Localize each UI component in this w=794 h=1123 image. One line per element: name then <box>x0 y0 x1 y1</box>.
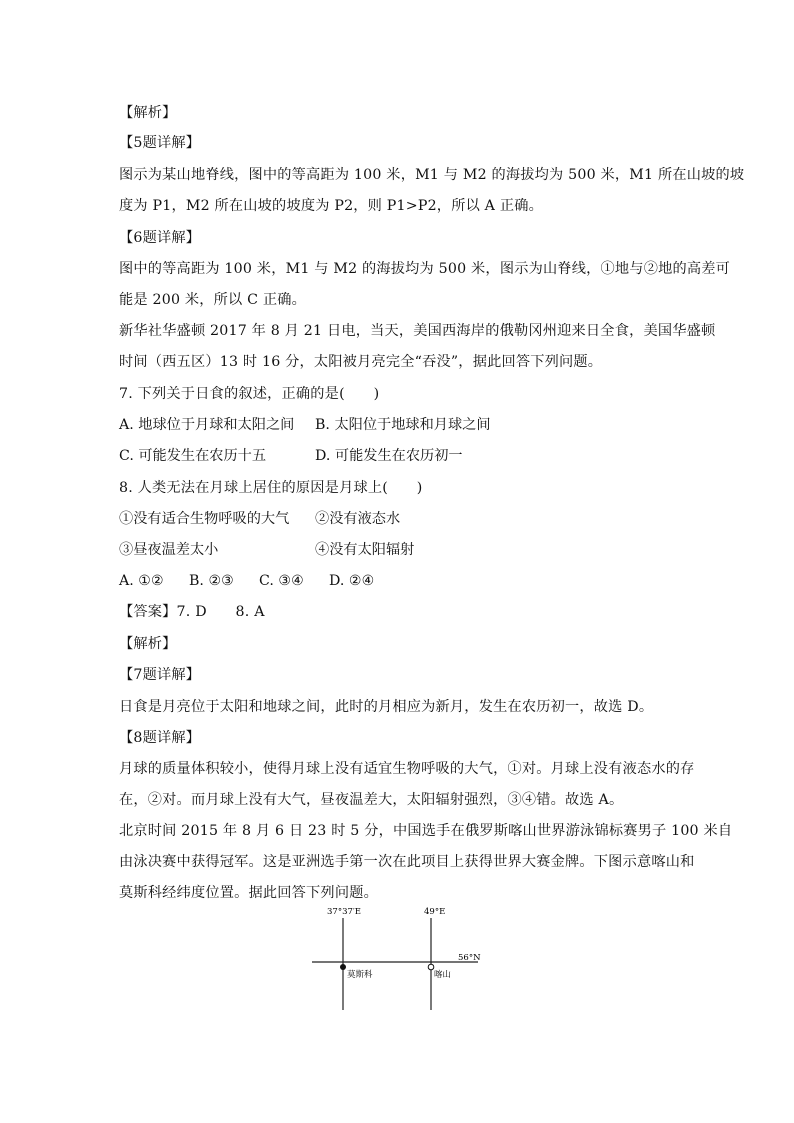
q8-choice-d: D. ②④ <box>329 573 375 589</box>
moscow-marker <box>340 964 346 970</box>
q8-choice-b: B. ②③ <box>189 573 234 589</box>
text-line: 在，②对。而月球上没有大气，昼夜温差大，太阳辐射强烈，③④错。故选 A。 <box>119 792 624 808</box>
text-line: 能是 200 米，所以 C 正确。 <box>119 292 307 308</box>
heading-q7-detail: 【7题详解】 <box>119 667 201 683</box>
q8-item-3: ③昼夜温差太小 <box>119 542 219 558</box>
question-7-stem: 7. 下列关于日食的叙述，正确的是( ) <box>119 386 380 402</box>
text-line: 时间（西五区）13 时 16 分，太阳被月亮完全“吞没”，据此回答下列问题。 <box>119 354 603 370</box>
lat-lon-map-figure <box>300 900 500 1015</box>
q8-item-2: ②没有液态水 <box>315 511 401 527</box>
heading-q8-detail: 【8题详解】 <box>119 730 201 746</box>
text-line: 由泳决赛中获得冠军。这是亚洲选手第一次在此项目上获得世界大赛金牌。下图示意喀山和 <box>119 854 695 870</box>
q7-option-b: B. 太阳位于地球和月球之间 <box>315 417 491 433</box>
q8-choice-c: C. ③④ <box>259 573 304 589</box>
q7-option-d: D. 可能发生在农历初一 <box>315 448 463 464</box>
q8-item-4: ④没有太阳辐射 <box>315 542 415 558</box>
text-line: 莫斯科经纬度位置。据此回答下列问题。 <box>119 885 378 901</box>
section-heading-analysis: 【解析】 <box>119 636 177 652</box>
kazan-marker <box>428 964 434 970</box>
text-line: 度为 P1，M2 所在山坡的坡度为 P2，则 P1>P2，所以 A 正确。 <box>119 198 543 214</box>
text-line: 新华社华盛顿 2017 年 8 月 21 日电，当天，美国西海岸的俄勒冈州迎来日全食，美国华盛顿 <box>119 323 716 339</box>
moscow-label: 莫斯科 <box>347 970 373 980</box>
text-line: 北京时间 2015 年 8 月 6 日 23 时 5 分，中国选手在俄罗斯喀山世界游泳锦标赛男子 100 米自 <box>119 823 733 839</box>
latitude-label: 56°N <box>458 953 481 963</box>
q8-item-1: ①没有适合生物呼吸的大气 <box>119 511 290 527</box>
q7-option-a: A. 地球位于月球和太阳之间 <box>119 417 295 433</box>
heading-q6-detail: 【6题详解】 <box>119 230 201 246</box>
q7-option-c: C. 可能发生在农历十五 <box>119 448 267 464</box>
text-line: 图中的等高距为 100 米，M1 与 M2 的海拔均为 500 米，图示为山脊线，①地与②地的高差可 <box>119 261 731 277</box>
text-line: 图示为某山地脊线，图中的等高距为 100 米，M1 与 M2 的海拔均为 500 米，M1 所在山坡的坡 <box>119 167 745 183</box>
heading-q5-detail: 【5题详解】 <box>119 135 201 151</box>
question-8-stem: 8. 人类无法在月球上居住的原因是月球上( ) <box>119 480 423 496</box>
section-heading-analysis: 【解析】 <box>119 105 177 121</box>
text-line: 日食是月亮位于太阳和地球之间，此时的月相应为新月，发生在农历初一，故选 D。 <box>119 699 654 715</box>
text-line: 月球的质量体积较小，使得月球上没有适宜生物呼吸的大气，①对。月球上没有液态水的存 <box>119 761 695 777</box>
kazan-label: 喀山 <box>434 970 452 980</box>
answer-line: 【答案】7. D 8. A <box>119 604 265 620</box>
longitude-label-kazan: 49°E <box>424 907 446 917</box>
longitude-label-moscow: 37°37′E <box>327 907 362 917</box>
q8-choice-a: A. ①② <box>119 573 164 589</box>
